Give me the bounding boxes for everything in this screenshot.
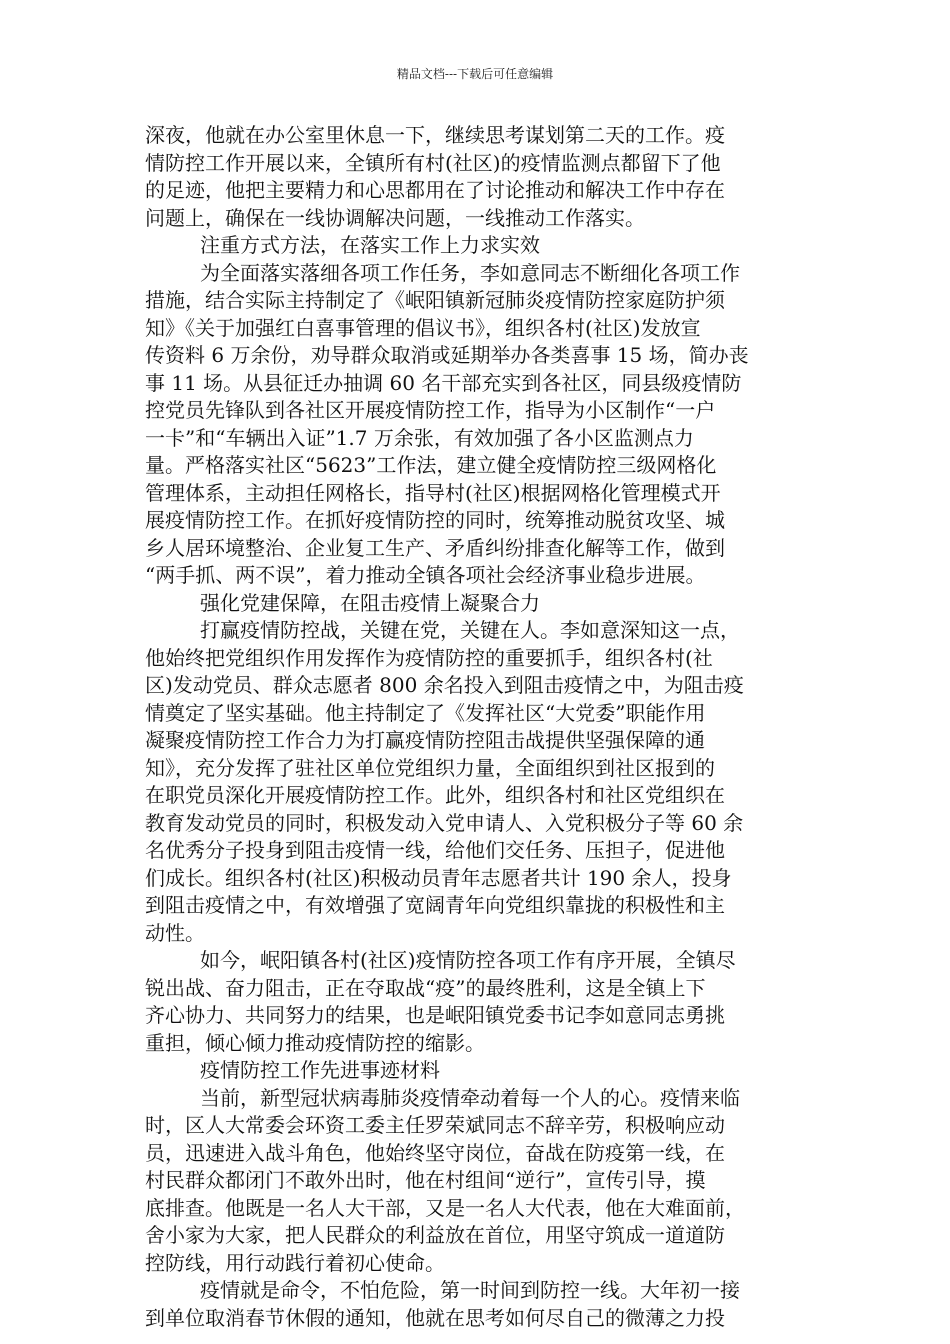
- text-line: 锐出战、奋力阻击，正在夺取战“疫”的最终胜利，这是全镇上下: [145, 975, 706, 1000]
- text-line: 如今，岷阳镇各村(社区)疫情防控各项工作有序开展，全镇尽: [200, 948, 736, 972]
- text-line: 时，区人大常委会环资工委主任罗荣斌同志不辞辛劳，积极响应动: [145, 1113, 725, 1137]
- text-line: 情防控工作开展以来，全镇所有村(社区)的疫情监测点都留下了他: [145, 150, 721, 175]
- text-line: “两手抓、两不误”，着力推动全镇各项社会经济事业稳步进展。: [145, 563, 706, 587]
- text-line: 舍小家为大家，把人民群众的利益放在首位，用坚守筑成一道道防: [145, 1223, 725, 1247]
- text-line: 展疫情防控工作。在抓好疫情防控的同时，统筹推动脱贫攻坚、城: [145, 508, 725, 532]
- paragraph: [145, 617, 805, 947]
- text-line: 村民群众都闭门不敢外出时，他在村组间“逆行”，宣传引导，摸: [145, 1168, 706, 1192]
- text-line: 当前，新型冠状病毒肺炎疫情牵动着每一个人的心。疫情来临: [200, 1085, 740, 1110]
- text-line: 量。严格落实社区“5623”工作法，建立健全疫情防控三级网格化: [145, 453, 717, 477]
- text-line: 一卡”和“车辆出入证”1.7 万余张，有效加强了各小区监测点力: [145, 425, 694, 450]
- text-line: 控党员先锋队到各社区开展疫情防控工作，指导为小区制作“一户: [145, 398, 716, 422]
- text-line: 为全面落实落细各项工作任务，李如意同志不断细化各项工作: [200, 260, 740, 285]
- paragraph: [145, 1277, 805, 1332]
- paragraph: [145, 1085, 805, 1278]
- text-line: 的足迹，他把主要精力和心思都用在了讨论推动和解决工作中存在: [145, 178, 725, 202]
- text-line: 深夜，他就在办公室里休息一下，继续思考谋划第二天的工作。疫: [145, 123, 725, 147]
- text-line: 措施，结合实际主持制定了《岷阳镇新冠肺炎疫情防控家庭防护须: [145, 288, 725, 312]
- text-line: 齐心协力、共同努力的结果，也是岷阳镇党委书记李如意同志勇挑: [145, 1003, 725, 1027]
- text-line: 到阻击疫情之中，有效增强了宽阔青年向党组织靠拢的积极性和主: [145, 893, 725, 917]
- text-line: 控防线，用行动践行着初心使命。: [145, 1250, 445, 1275]
- text-line: 们成长。组织各村(社区)积极动员青年志愿者共计 190 余人，投身: [145, 865, 732, 890]
- text-line: 重担，倾心倾力推动疫情防控的缩影。: [145, 1030, 485, 1055]
- text-line: 事 11 场。从县征迁办抽调 60 名干部充实到各社区，同县级疫情防: [145, 370, 742, 395]
- page-header: 精品文档---下载后可任意编辑: [396, 67, 554, 81]
- text-line: 乡人居环境整治、企业复工生产、矛盾纠纷排查化解等工作，做到: [145, 535, 725, 560]
- text-line: 区)发动党员、群众志愿者 800 余名投入到阻击疫情之中，为阻击疫: [145, 673, 744, 697]
- paragraph: [145, 232, 805, 260]
- paragraph: [145, 590, 805, 618]
- text-line: 名优秀分子投身到阻击疫情一线，给他们交任务、压担子，促进他: [145, 838, 725, 862]
- text-line: 教育发动党员的同时，积极发动入党申请人、入党积极分子等 60 余: [145, 810, 744, 835]
- text-line: 他始终把党组织作用发挥作为疫情防控的重要抓手，组织各村(社: [145, 645, 713, 670]
- text-line: 知》，充分发挥了驻社区单位党组织力量，全面组织到社区报到的: [145, 755, 715, 780]
- text-line: 传资料 6 万余份，劝导群众取消或延期举办各类喜事 15 场，简办丧: [145, 343, 749, 367]
- text-line: 动性。: [145, 920, 205, 945]
- text-line: 打赢疫情防控战，关键在党，关键在人。李如意深知这一点，: [200, 618, 740, 642]
- paragraph: [145, 260, 805, 590]
- text-line: 强化党建保障，在阻击疫情上凝聚合力: [200, 590, 540, 615]
- text-line: 员，迅速进入战斗角色，他始终坚守岗位，奋战在防疫第一线，在: [145, 1140, 725, 1165]
- paragraph: [145, 1057, 805, 1085]
- text-line: 问题上，确保在一线协调解决问题，一线推动工作落实。: [145, 205, 645, 230]
- text-line: 在职党员深化开展疫情防控工作。此外，组织各村和社区党组织在: [145, 783, 725, 807]
- text-line: 知》《关于加强红白喜事管理的倡议书》，组织各村(社区)发放宣: [145, 315, 701, 340]
- paragraph: [145, 947, 805, 1057]
- text-line: 到单位取消春节休假的通知，他就在思考如何尽自己的微薄之力投: [145, 1305, 725, 1330]
- text-line: 底排查。他既是一名人大干部，又是一名人大代表，他在大难面前，: [145, 1195, 745, 1220]
- document-body: [145, 122, 805, 1332]
- text-line: 管理体系，主动担任网格长，指导村(社区)根据网格化管理模式开: [145, 480, 721, 505]
- text-line: 凝聚疫情防控工作合力为打赢疫情防控阻击战提供坚强保障的通: [145, 728, 705, 752]
- paragraph: [145, 122, 805, 232]
- text-line: 疫情防控工作先进事迹材料: [200, 1058, 440, 1082]
- text-line: 情奠定了坚实基础。他主持制定了《发挥社区“大党委”职能作用: [145, 700, 706, 725]
- text-line: 疫情就是命令，不怕危险，第一时间到防控一线。大年初一接: [200, 1278, 740, 1302]
- text-line: 注重方式方法，在落实工作上力求实效: [200, 233, 540, 257]
